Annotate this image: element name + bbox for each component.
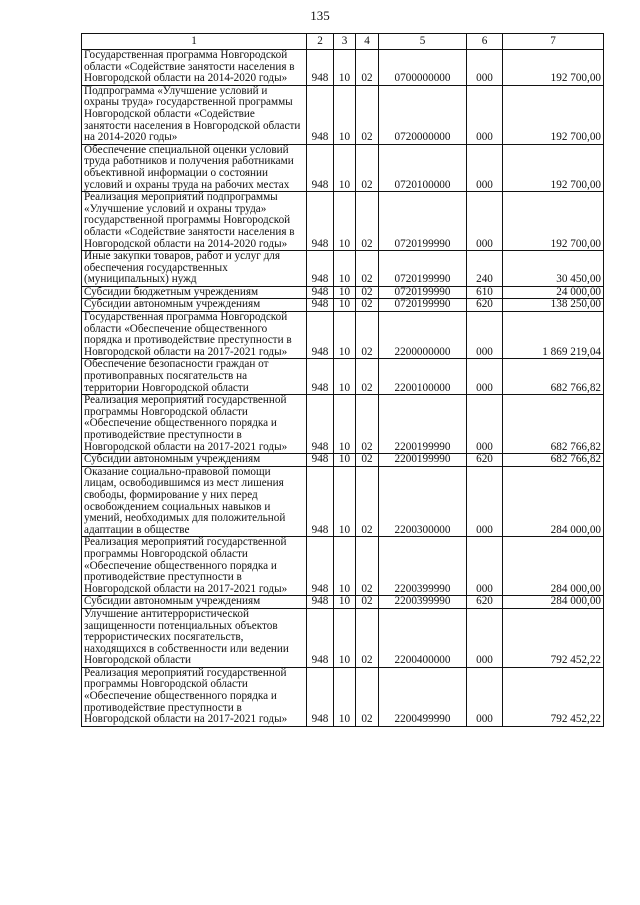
row-section: 10 — [334, 50, 356, 86]
row-grbs: 948 — [307, 192, 334, 251]
table-row — [82, 251, 604, 287]
row-expense-type: 620 — [467, 299, 503, 312]
row-grbs: 948 — [307, 312, 334, 359]
row-section: 10 — [334, 144, 356, 191]
row-grbs: 948 — [307, 537, 334, 596]
budget-table — [81, 33, 604, 727]
header-col-expense-type: 6 — [467, 34, 503, 50]
row-grbs: 948 — [307, 608, 334, 667]
row-name: Субсидии автономным учреждениям — [82, 299, 307, 312]
row-subsection: 02 — [356, 608, 379, 667]
row-amount: 138 250,00 — [503, 299, 604, 312]
header-col-amount: 7 — [503, 34, 604, 50]
row-target-article: 2200199990 — [379, 395, 467, 454]
row-target-article: 0720199990 — [379, 299, 467, 312]
row-grbs: 948 — [307, 454, 334, 467]
row-expense-type: 000 — [467, 85, 503, 144]
row-grbs: 948 — [307, 251, 334, 287]
row-name: Обеспечение специальной оценки условий труда работников и получения работниками объективной информации о состоянии условий и охраны труда на рабочих местах — [82, 144, 307, 191]
row-target-article: 2200100000 — [379, 359, 467, 395]
row-section: 10 — [334, 286, 356, 299]
table-row — [82, 608, 604, 667]
row-subsection: 02 — [356, 299, 379, 312]
row-grbs: 948 — [307, 395, 334, 454]
header-col-section: 3 — [334, 34, 356, 50]
row-target-article: 0720199990 — [379, 286, 467, 299]
row-subsection: 02 — [356, 85, 379, 144]
row-name: Государственная программа Новгородской области «Обеспечение общественного порядка и противодействие преступности в Новгородской области на 2017-2021 годы» — [82, 312, 307, 359]
row-name: Реализация мероприятий государственной программы Новгородской области «Обеспечение общественного порядка и противодействие преступности в Новгородской области на 2017-2021 годы» — [82, 537, 307, 596]
row-expense-type: 000 — [467, 395, 503, 454]
row-amount: 792 452,22 — [503, 667, 604, 726]
header-col-target-article: 5 — [379, 34, 467, 50]
row-amount: 682 766,82 — [503, 359, 604, 395]
table-row — [82, 667, 604, 726]
row-section: 10 — [334, 251, 356, 287]
row-amount: 284 000,00 — [503, 596, 604, 609]
table-header-row — [82, 34, 604, 50]
row-amount: 682 766,82 — [503, 395, 604, 454]
row-amount: 192 700,00 — [503, 144, 604, 191]
header-col-grbs: 2 — [307, 34, 334, 50]
row-amount: 682 766,82 — [503, 454, 604, 467]
table-row — [82, 50, 604, 86]
row-expense-type: 240 — [467, 251, 503, 287]
row-subsection: 02 — [356, 192, 379, 251]
row-amount: 30 450,00 — [503, 251, 604, 287]
row-section: 10 — [334, 596, 356, 609]
row-target-article: 2200499990 — [379, 667, 467, 726]
row-name: Государственная программа Новгородской области «Содействие занятости населения в Новгородской области на 2014-2020 годы» — [82, 50, 307, 86]
row-name: Реализация мероприятий подпрограммы «Улучшение условий и охраны труда» государственной программы Новгородской области «Содействие занятости населения в Новгородской области на 2014-2020 годы» — [82, 192, 307, 251]
row-amount: 192 700,00 — [503, 85, 604, 144]
row-subsection: 02 — [356, 454, 379, 467]
row-target-article: 2200300000 — [379, 466, 467, 537]
row-section: 10 — [334, 192, 356, 251]
header-col-subsection: 4 — [356, 34, 379, 50]
row-target-article: 0700000000 — [379, 50, 467, 86]
row-section: 10 — [334, 312, 356, 359]
row-expense-type: 000 — [467, 359, 503, 395]
header-col-name: 1 — [82, 34, 307, 50]
row-name: Реализация мероприятий государственной программы Новгородской области «Обеспечение общественного порядка и противодействие преступности в Новгородской области на 2017-2021 годы» — [82, 395, 307, 454]
row-section: 10 — [334, 299, 356, 312]
table-row — [82, 192, 604, 251]
row-section: 10 — [334, 454, 356, 467]
table-row — [82, 395, 604, 454]
row-name: Оказание социально-правовой помощи лицам, освободившимся из мест лишения свободы, формирование у них перед освобождением социальных навыков и умений, необходимых для положительной адаптации в обществе — [82, 466, 307, 537]
row-subsection: 02 — [356, 466, 379, 537]
row-name: Субсидии автономным учреждениям — [82, 596, 307, 609]
table-row — [82, 286, 604, 299]
row-subsection: 02 — [356, 359, 379, 395]
table-row — [82, 299, 604, 312]
row-expense-type: 620 — [467, 596, 503, 609]
row-target-article: 0720199990 — [379, 192, 467, 251]
row-subsection: 02 — [356, 667, 379, 726]
table-row — [82, 596, 604, 609]
row-section: 10 — [334, 667, 356, 726]
table-row — [82, 359, 604, 395]
row-target-article: 2200000000 — [379, 312, 467, 359]
row-section: 10 — [334, 359, 356, 395]
table-row — [82, 312, 604, 359]
row-expense-type: 610 — [467, 286, 503, 299]
row-grbs: 948 — [307, 596, 334, 609]
table-body — [82, 50, 604, 727]
row-subsection: 02 — [356, 312, 379, 359]
row-target-article: 0720199990 — [379, 251, 467, 287]
row-expense-type: 000 — [467, 312, 503, 359]
row-amount: 192 700,00 — [503, 192, 604, 251]
table-row — [82, 144, 604, 191]
row-target-article: 2200399990 — [379, 596, 467, 609]
row-name: Обеспечение безопасности граждан от противоправных посягательств на территории Новгородской области — [82, 359, 307, 395]
row-expense-type: 000 — [467, 466, 503, 537]
row-grbs: 948 — [307, 667, 334, 726]
row-grbs: 948 — [307, 299, 334, 312]
row-section: 10 — [334, 395, 356, 454]
row-target-article: 2200199990 — [379, 454, 467, 467]
row-section: 10 — [334, 466, 356, 537]
row-subsection: 02 — [356, 537, 379, 596]
row-name: Субсидии автономным учреждениям — [82, 454, 307, 467]
row-amount: 792 452,22 — [503, 608, 604, 667]
row-grbs: 948 — [307, 286, 334, 299]
row-grbs: 948 — [307, 85, 334, 144]
row-subsection: 02 — [356, 596, 379, 609]
row-amount: 284 000,00 — [503, 466, 604, 537]
row-target-article: 0720100000 — [379, 144, 467, 191]
row-expense-type: 000 — [467, 144, 503, 191]
row-amount: 24 000,00 — [503, 286, 604, 299]
row-grbs: 948 — [307, 466, 334, 537]
table-row — [82, 454, 604, 467]
row-subsection: 02 — [356, 144, 379, 191]
row-expense-type: 000 — [467, 608, 503, 667]
row-name: Улучшение антитеррористической защищенности потенциальных объектов террористических посягательств, находящихся в собственности или ведении Новгородской области — [82, 608, 307, 667]
row-amount: 284 000,00 — [503, 537, 604, 596]
row-subsection: 02 — [356, 286, 379, 299]
row-grbs: 948 — [307, 144, 334, 191]
table-row — [82, 85, 604, 144]
row-amount: 1 869 219,04 — [503, 312, 604, 359]
row-target-article: 0720000000 — [379, 85, 467, 144]
row-expense-type: 620 — [467, 454, 503, 467]
row-name: Реализация мероприятий государственной программы Новгородской области «Обеспечение общественного порядка и противодействие преступности в Новгородской области на 2017-2021 годы» — [82, 667, 307, 726]
row-expense-type: 000 — [467, 537, 503, 596]
row-grbs: 948 — [307, 50, 334, 86]
table-row — [82, 537, 604, 596]
row-subsection: 02 — [356, 395, 379, 454]
row-name: Иные закупки товаров, работ и услуг для обеспечения государственных (муниципальных) нужд — [82, 251, 307, 287]
row-subsection: 02 — [356, 50, 379, 86]
row-section: 10 — [334, 537, 356, 596]
table-row — [82, 466, 604, 537]
row-subsection: 02 — [356, 251, 379, 287]
row-expense-type: 000 — [467, 192, 503, 251]
row-expense-type: 000 — [467, 50, 503, 86]
row-target-article: 2200399990 — [379, 537, 467, 596]
row-section: 10 — [334, 608, 356, 667]
page-number: 135 — [310, 8, 330, 23]
row-expense-type: 000 — [467, 667, 503, 726]
row-name: Подпрограмма «Улучшение условий и охраны труда» государственной программы Новгородской области «Содействие занятости населения в Новгородской области на 2014-2020 годы» — [82, 85, 307, 144]
row-section: 10 — [334, 85, 356, 144]
row-target-article: 2200400000 — [379, 608, 467, 667]
row-name: Субсидии бюджетным учреждениям — [82, 286, 307, 299]
row-grbs: 948 — [307, 359, 334, 395]
row-amount: 192 700,00 — [503, 50, 604, 86]
